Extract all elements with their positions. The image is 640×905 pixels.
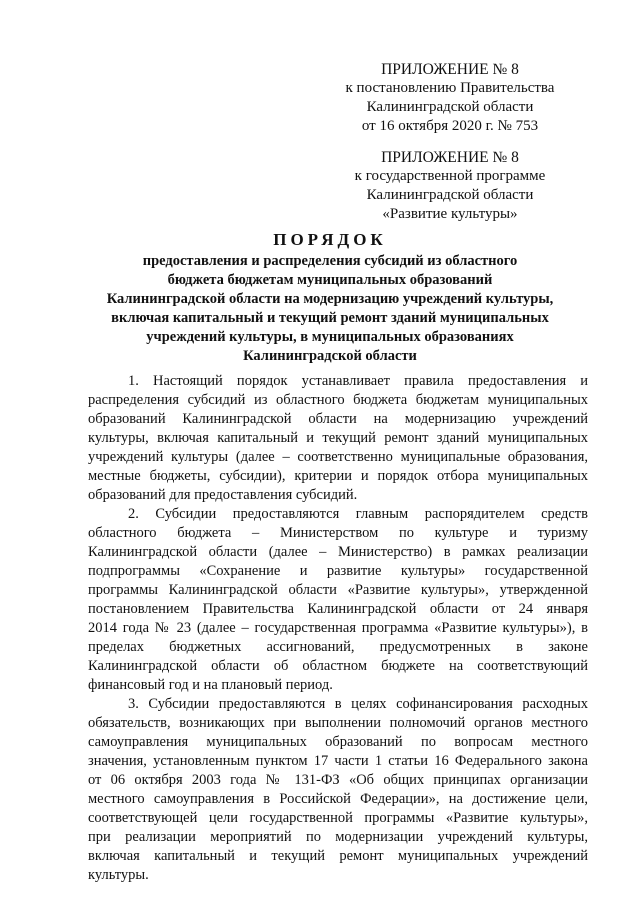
paragraph-line: при реализации мероприятий по модернизации учреждений культуры, <box>88 829 588 845</box>
subtitle-line: предоставления и распределения субсидий из областного <box>142 253 518 269</box>
paragraph-line: 2014 года № 23 (далее – государственная программа «Развитие культуры»), в <box>88 620 588 636</box>
paragraph-line: 1. Настоящий порядок устанавливает правила предоставления и <box>128 373 588 389</box>
paragraph-line: программы Калининградской области «Развитие культуры», утвержденной <box>88 582 588 598</box>
header-program-line: Калининградской области <box>366 187 534 203</box>
paragraph-line: Калининградской области (далее – Министерство) в рамках реализации <box>88 544 588 560</box>
paragraph-line: местного самоуправления в Российской Федерации», на достижение цели, <box>88 791 588 807</box>
paragraph-line: обязательств, возникающих при выполнении полномочий органов местного <box>88 715 588 731</box>
header-program-title: ПРИЛОЖЕНИЕ № 8 <box>381 149 519 166</box>
header-resolution-line: Калининградской области <box>366 99 534 115</box>
header-program-line: «Развитие культуры» <box>382 206 518 222</box>
paragraph-line: 3. Субсидии предоставляются в целях софинансирования расходных <box>128 696 588 712</box>
document-title: ПОРЯДОК <box>273 230 387 249</box>
paragraph-line: от 06 октября 2003 года № 131-ФЗ «Об общих принципах организации <box>88 772 588 788</box>
document-subtitle <box>70 252 590 366</box>
document-body <box>88 372 588 885</box>
paragraph-line: соответствующей цели государственной программы «Развитие культуры», <box>88 810 588 826</box>
paragraph-line: 2. Субсидии предоставляются главным распорядителем средств <box>128 506 588 522</box>
paragraph-line: образований Калининградской области на модернизацию учреждений <box>88 411 588 427</box>
paragraph-line: самоуправления муниципальных образований по вопросам местного <box>88 734 588 750</box>
header-resolution <box>320 60 580 136</box>
paragraph-line: включая капитальный и текущий ремонт муниципальных учреждений <box>88 848 588 864</box>
subtitle-line: Калининградской области <box>243 348 417 364</box>
paragraph-line: финансовый год и на плановый период. <box>88 677 333 693</box>
header-resolution-title: ПРИЛОЖЕНИЕ № 8 <box>381 61 519 78</box>
header-resolution-line: к постановлению Правительства <box>345 80 555 96</box>
paragraph-line: распределения субсидий из областного бюджета бюджетам муниципальных <box>88 392 588 408</box>
subtitle-line: Калининградской области на модернизацию учреждений культуры, <box>106 291 554 307</box>
paragraph-line: подпрограммы «Сохранение и развитие культуры» государственной <box>88 563 588 579</box>
paragraph-line: образований для предоставления субсидий. <box>88 487 358 503</box>
paragraph-line: областного бюджета – Министерством по культуре и туризму <box>88 525 588 541</box>
header-resolution-line: от 16 октября 2020 г. № 753 <box>361 118 539 134</box>
paragraph-line: учреждений культуры (далее – соответственно муниципальные образования, <box>88 449 588 465</box>
paragraph-line: местные бюджеты, субсидии), критерии и порядок отбора муниципальных <box>88 468 588 484</box>
subtitle-line: включая капитальный и текущий ремонт зданий муниципальных <box>111 310 549 326</box>
header-program-line: к государственной программе <box>354 168 546 184</box>
paragraph-line: Калининградской области об областном бюджете на соответствующий <box>88 658 588 674</box>
subtitle-line: бюджета бюджетам муниципальных образований <box>167 272 493 288</box>
header-program <box>320 148 580 224</box>
paragraph-line: постановлением Правительства Калининградской области от 24 января <box>88 601 588 617</box>
paragraph-line: культуры, включая капитальный и текущий ремонт зданий муниципальных <box>88 430 588 446</box>
paragraph-line: значения, установленным пунктом 17 части 1 статьи 16 Федерального закона <box>88 753 588 769</box>
subtitle-line: учреждений культуры, в муниципальных образованиях <box>146 329 514 345</box>
paragraph-line: пределах бюджетных ассигнований, предусмотренных в законе <box>88 639 588 655</box>
paragraph-line: культуры. <box>88 867 149 883</box>
